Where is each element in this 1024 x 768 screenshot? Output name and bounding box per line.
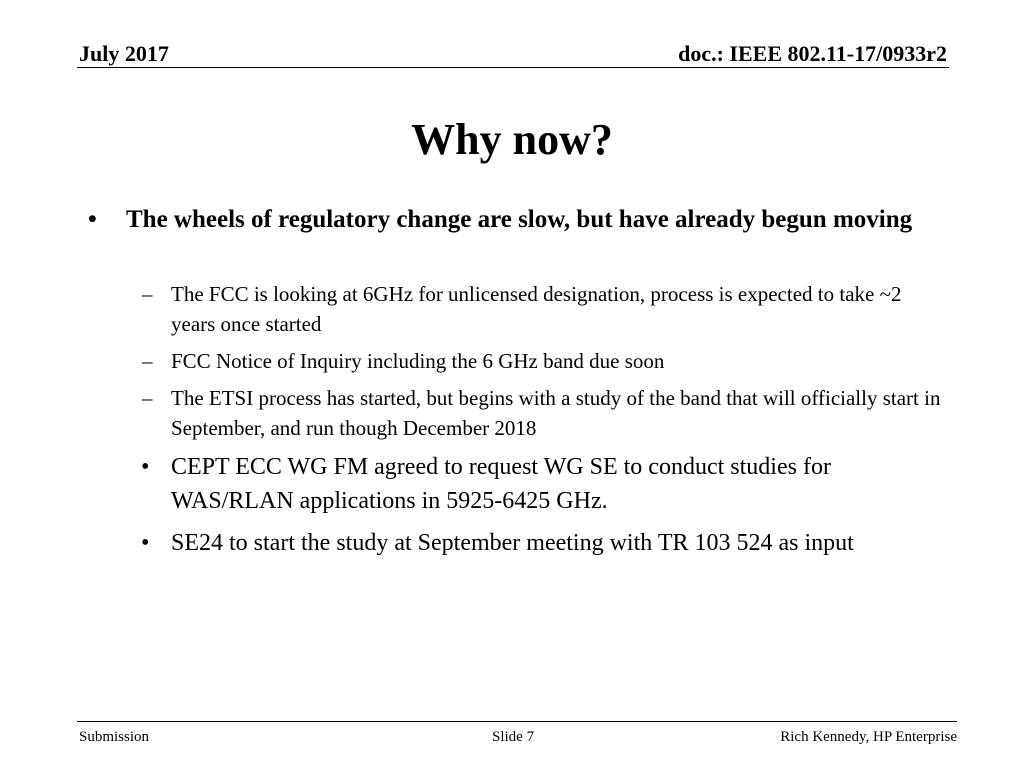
sub-bullet-item [141,450,941,518]
footer-author: Rich Kennedy, HP Enterprise [780,729,957,745]
sub-bullet-item [142,346,941,376]
sub-bullet-text: The FCC is looking at 6GHz for unlicensed designation, process is expected to take ~2 years once started [171,282,902,336]
sub-bullet-text: SE24 to start the study at September meeting with TR 103 524 as input [171,530,854,556]
footer-slide-number: Slide 7 [492,729,535,745]
bullet-marker: • [141,530,150,556]
bullet-marker: • [88,206,97,233]
header-date: July 2017 [79,41,169,66]
dash-marker: – [142,282,153,306]
dash-marker: – [142,386,153,410]
sub-bullet-text: CEPT ECC WG FM agreed to request WG SE to conduct studies for WAS/RLAN applications in 5925-6425 GHz. [171,454,831,514]
sub-bullet-item [142,279,941,339]
sub-bullet-item [142,383,941,443]
sub-bullet-text: The ETSI process has started, but begins with a study of the band that will officially start in September, and run though December 2018 [171,386,941,440]
sub-bullet-text: FCC Notice of Inquiry including the 6 GHz band due soon [171,349,665,373]
sub-bullet-item [141,526,941,560]
slide-title: Why now? [411,115,613,164]
bullet-text: The wheels of regulatory change are slow, but have already begun moving [126,206,913,233]
header-doc-id: doc.: IEEE 802.11-17/0933r2 [678,41,947,66]
footer-submission: Submission [79,729,150,745]
footer-divider [77,721,957,722]
bullet-marker: • [141,454,150,480]
dash-marker: – [142,349,153,373]
bullet-item [88,203,946,237]
